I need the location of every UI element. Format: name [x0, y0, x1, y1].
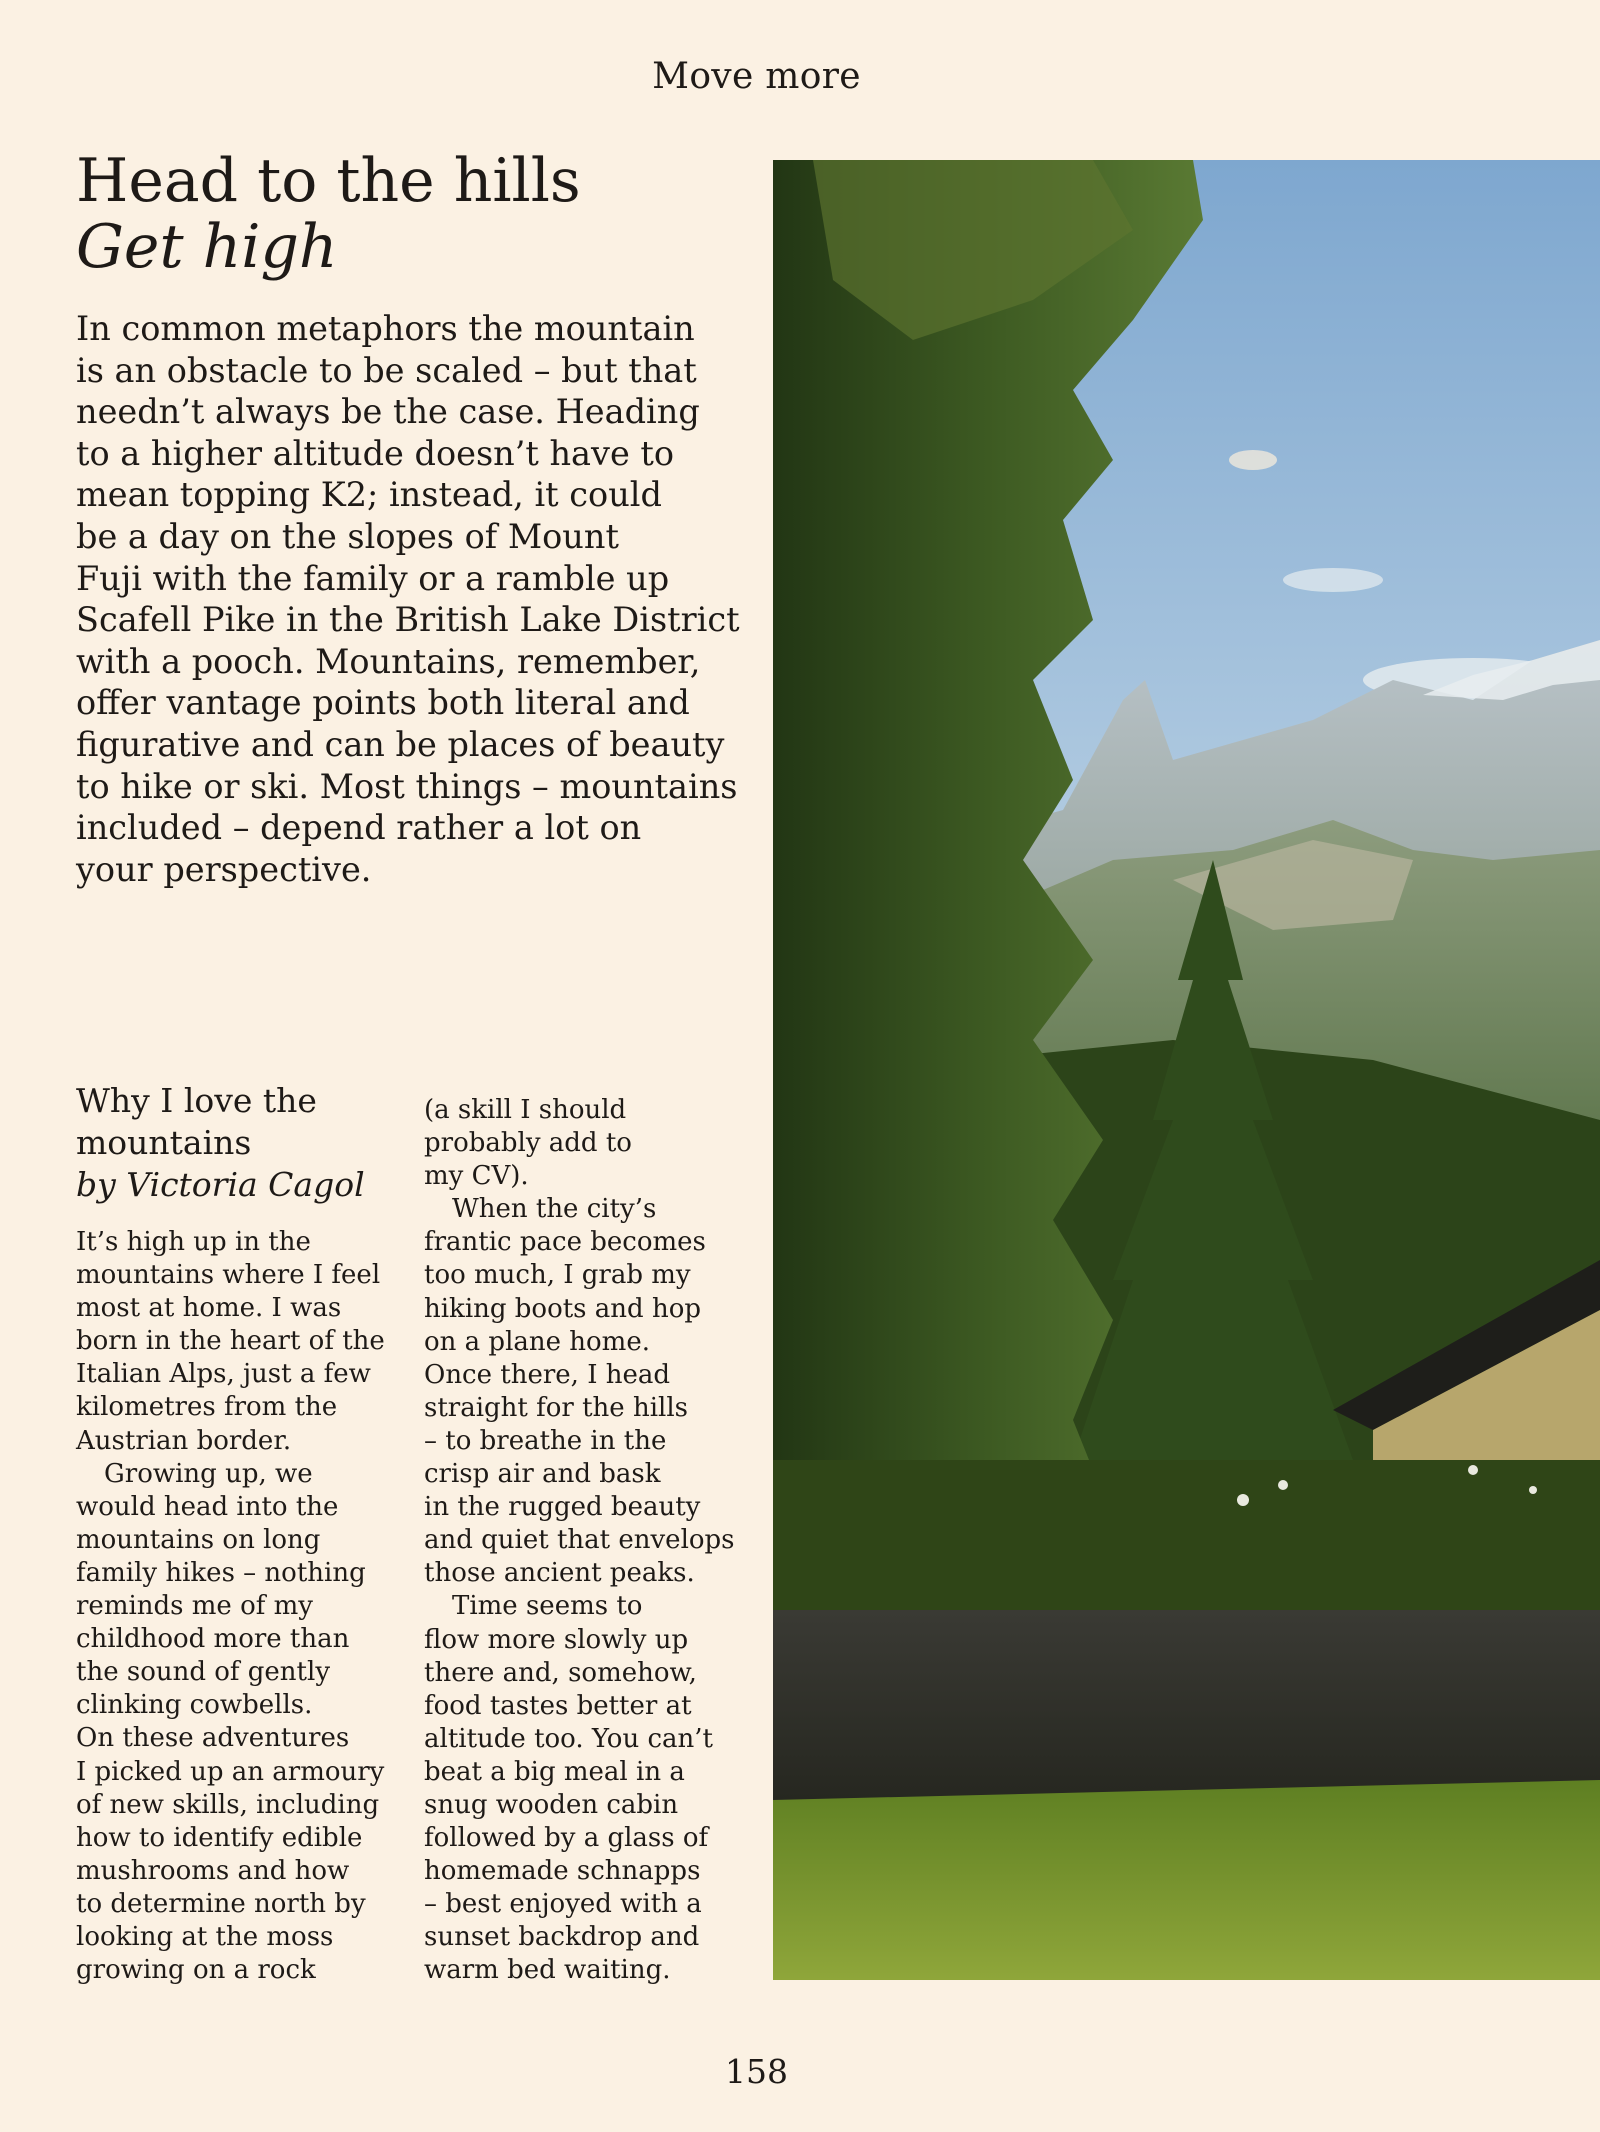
column-line: Time seems to	[452, 1591, 643, 1622]
column-line: beat a big meal in a	[424, 1756, 685, 1787]
mountain-photo	[773, 160, 1600, 1980]
sidebar-title	[76, 1080, 406, 1206]
column-line: flow more slowly up	[424, 1624, 689, 1655]
column-line: mushrooms and how	[76, 1855, 350, 1886]
column-line: altitude too. You can’t	[424, 1723, 713, 1754]
intro-line: included – depend rather a lot on	[76, 808, 642, 848]
column-line: too much, I grab my	[424, 1260, 691, 1291]
column-line: I picked up an armoury	[76, 1756, 385, 1787]
intro-line: In common metaphors the mountain	[76, 309, 695, 348]
sidebar-column-2	[424, 1094, 764, 1988]
column-line: sunset backdrop and	[424, 1922, 700, 1953]
section-header: Move more	[652, 56, 861, 97]
column-line: food tastes better at	[424, 1690, 692, 1721]
column-line: (a skill I should	[424, 1095, 627, 1125]
column-line: mountains on long	[76, 1524, 321, 1555]
column-line: childhood more than	[76, 1624, 350, 1655]
sidebar-title-line: mountains	[76, 1123, 252, 1162]
article-title: Head to the hills	[76, 146, 581, 216]
flower	[1278, 1480, 1288, 1490]
intro-line: needn’t always be the case. Heading	[76, 392, 700, 432]
page-number: 158	[725, 2052, 788, 2091]
column-line: would head into the	[76, 1491, 339, 1522]
column-line: most at home. I was	[76, 1293, 342, 1324]
grass-verge	[773, 1780, 1600, 1980]
intro-line: Scafell Pike in the British Lake District	[76, 600, 740, 640]
column-line: my CV).	[424, 1161, 529, 1192]
flower	[1237, 1494, 1249, 1506]
cloud	[1229, 450, 1277, 470]
column-line: mountains where I feel	[76, 1260, 381, 1291]
road	[773, 1610, 1600, 1810]
column-line: Growing up, we	[104, 1458, 313, 1489]
column-line: those ancient peaks.	[424, 1558, 695, 1589]
column-line: family hikes – nothing	[76, 1557, 366, 1588]
column-line: Once there, I head	[424, 1359, 671, 1390]
column-line: on a plane home.	[424, 1326, 650, 1357]
column-line: clinking cowbells.	[76, 1690, 313, 1721]
cloud	[1283, 568, 1383, 592]
column-line: – to breathe in the	[424, 1425, 667, 1456]
article-subtitle: Get high	[76, 212, 338, 282]
column-line: there and, somehow,	[424, 1657, 697, 1688]
sidebar-title-line: Why I love the	[76, 1081, 317, 1120]
intro-line: is an obstacle to be scaled – but that	[76, 350, 697, 390]
sidebar-column-1	[76, 1226, 416, 1987]
column-line: born in the heart of the	[76, 1326, 385, 1357]
intro-line: to hike or ski. Most things – mountains	[76, 766, 738, 806]
flower	[1529, 1486, 1537, 1494]
flower	[1468, 1465, 1478, 1475]
meadow	[773, 1460, 1600, 1620]
intro-line: your perspective.	[76, 849, 372, 889]
column-line: Italian Alps, just a few	[76, 1359, 371, 1390]
column-line: hiking boots and hop	[424, 1293, 701, 1324]
intro-paragraph	[76, 308, 740, 890]
column-line: snug wooden cabin	[424, 1789, 679, 1820]
column-line: reminds me of my	[76, 1591, 313, 1622]
column-line: probably add to	[424, 1128, 632, 1159]
intro-line: be a day on the slopes of Mount	[76, 516, 619, 556]
intro-line: figurative and can be places of beauty	[76, 724, 725, 764]
column-line: how to identify edible	[76, 1822, 363, 1853]
column-line: and quiet that envelops	[424, 1525, 735, 1556]
column-line: crisp air and bask	[424, 1459, 661, 1490]
column-line: warm bed waiting.	[424, 1955, 671, 1986]
column-line: growing on a rock	[76, 1955, 316, 1986]
column-line: – best enjoyed with a	[424, 1889, 702, 1920]
intro-line: Fuji with the family or a ramble up	[76, 558, 670, 598]
column-line: kilometres from the	[76, 1392, 338, 1423]
intro-line: to a higher altitude doesn’t have to	[76, 433, 675, 473]
column-line: the sound of gently	[76, 1657, 331, 1688]
intro-line: offer vantage points both literal and	[76, 683, 690, 723]
column-line: On these adventures	[76, 1723, 350, 1754]
column-line: of new skills, including	[76, 1789, 380, 1820]
intro-line: with a pooch. Mountains, remember,	[76, 641, 701, 681]
column-line: When the city’s	[452, 1194, 657, 1225]
column-line: frantic pace becomes	[424, 1227, 706, 1258]
column-line: Austrian border.	[76, 1425, 292, 1456]
column-line: looking at the moss	[76, 1921, 334, 1952]
column-line: homemade schnapps	[424, 1856, 701, 1887]
column-line: straight for the hills	[424, 1392, 688, 1423]
column-line: It’s high up in the	[76, 1227, 311, 1257]
column-line: to determine north by	[76, 1888, 366, 1919]
column-line: in the rugged beauty	[424, 1492, 701, 1523]
column-line: followed by a glass of	[424, 1823, 709, 1854]
byline: by Victoria Cagol	[76, 1165, 365, 1204]
intro-line: mean topping K2; instead, it could	[76, 475, 662, 515]
